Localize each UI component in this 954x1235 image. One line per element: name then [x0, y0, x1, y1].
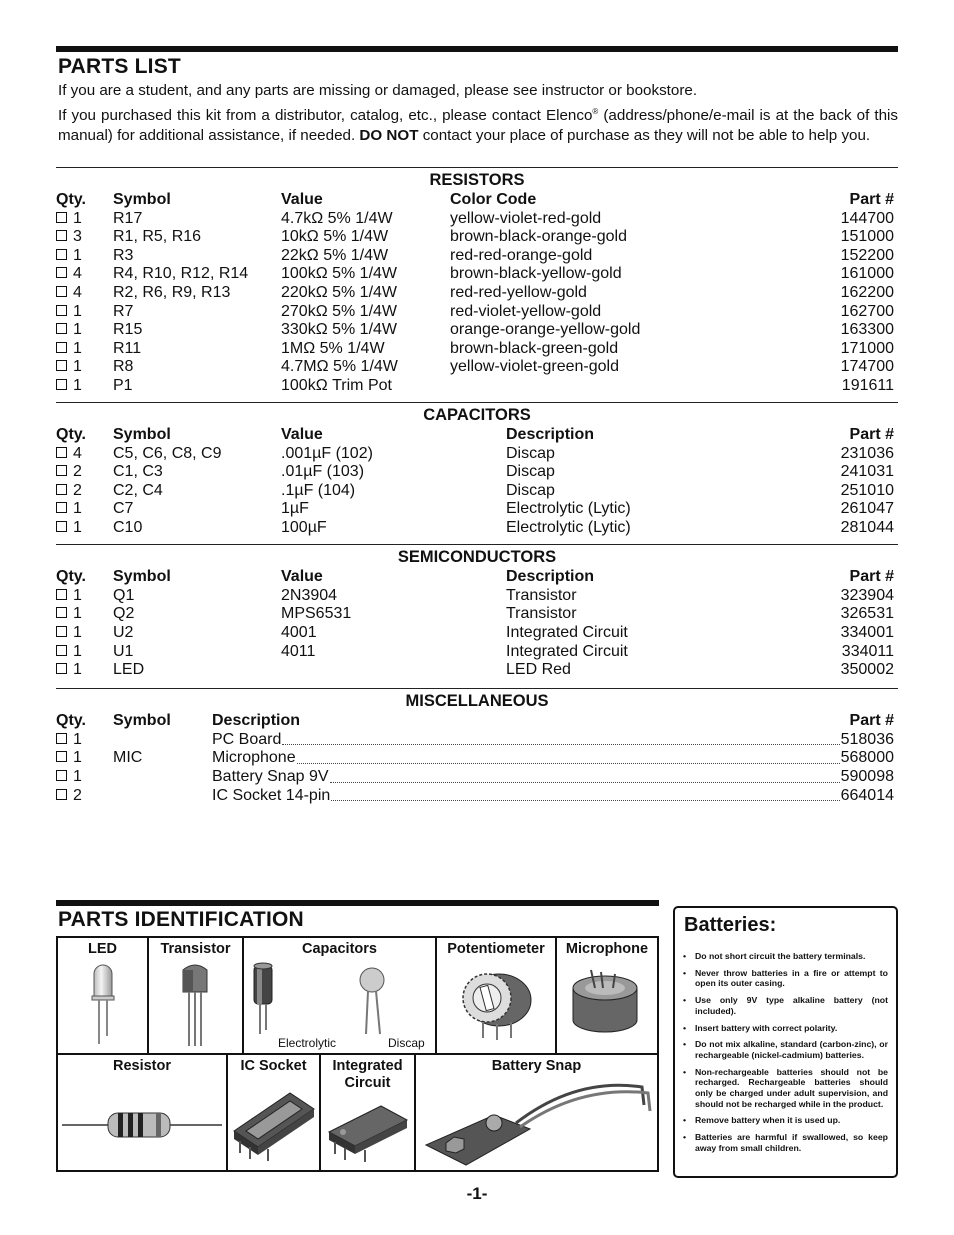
symbol-cell: P1 [113, 377, 133, 394]
qty-value: 1 [73, 321, 82, 339]
symbol-cell: R1, R5, R16 [113, 228, 202, 246]
qty-cell [56, 228, 113, 247]
symbol-cell: R15 [113, 321, 143, 339]
value-cell: 100µF [281, 519, 327, 537]
part-cell: 334011 [841, 642, 894, 660]
part-cell: 231036 [840, 444, 894, 462]
value-cell: 2N3904 [281, 586, 338, 604]
header-qty: Qty. [56, 568, 86, 586]
qty-value: 1 [73, 623, 82, 641]
dot-leader [282, 743, 839, 745]
desc-cell: LED Red [506, 661, 571, 679]
value-cell: 270kΩ 5% 1/4W [281, 302, 398, 320]
color-cell: orange-orange-yellow-gold [450, 321, 641, 339]
integrated-circuit-icon [321, 1092, 414, 1168]
ic-socket-icon [228, 1075, 319, 1167]
symbol-cell [113, 731, 212, 750]
qty-cell [56, 787, 113, 806]
section-rule [56, 402, 898, 404]
color-cell: brown-black-yellow-gold [450, 265, 622, 283]
desc-cell: Electrolytic (Lytic) [506, 500, 631, 518]
table-row [56, 643, 898, 662]
section-rule [56, 544, 898, 546]
value-cell: 100kΩ 5% 1/4W [281, 265, 398, 283]
table-row [56, 358, 898, 377]
table-row [56, 284, 898, 303]
description-part-cell [212, 787, 898, 806]
symbol-cell: R17 [113, 209, 143, 227]
value-cell: 4011 [281, 642, 316, 660]
parts-list-title: PARTS LIST [58, 55, 181, 78]
batteries-list [675, 951, 896, 1154]
part-cell: 326531 [840, 605, 894, 623]
table-row [56, 624, 898, 643]
qty-cell [56, 340, 113, 359]
ic-label-line-2: Circuit [344, 1075, 391, 1091]
ic-socket-label: IC Socket [240, 1058, 307, 1074]
microphone-cell [557, 938, 657, 1053]
checkbox-icon[interactable] [56, 267, 67, 278]
qty-cell [56, 445, 113, 464]
qty-value: 1 [73, 749, 82, 767]
intro-2c: contact your place of purchase as they will not be able to help you. [418, 127, 871, 145]
transistor-icon [149, 958, 242, 1050]
table-row [56, 482, 898, 501]
part-cell: 161000 [840, 265, 894, 283]
value-cell: 100kΩ Trim Pot [281, 377, 392, 394]
symbol-cell: C5, C6, C8, C9 [113, 444, 222, 462]
checkbox-icon[interactable] [56, 212, 67, 223]
value-cell: .01µF (103) [281, 463, 365, 481]
miscellaneous-title: MISCELLANEOUS [405, 692, 549, 711]
qty-value: 1 [73, 302, 82, 320]
desc-cell: Electrolytic (Lytic) [506, 519, 631, 537]
qty-cell [56, 643, 113, 662]
color-cell: red-red-yellow-gold [450, 284, 587, 302]
symbol-cell [113, 787, 212, 806]
table-row [56, 768, 898, 787]
list-item: • Remove battery when it is used up. [695, 1115, 888, 1126]
qty-value: 1 [73, 339, 82, 357]
checkbox-icon[interactable] [56, 379, 67, 390]
table-row [56, 247, 898, 266]
battery-snap-label: Battery Snap [491, 1058, 582, 1074]
color-cell: yellow-violet-green-gold [450, 358, 619, 376]
qty-cell [56, 661, 113, 680]
checkbox-icon[interactable] [56, 589, 67, 600]
integrated-circuit-label [321, 1058, 414, 1092]
desc-cell: Discap [506, 463, 555, 481]
color-cell: brown-black-orange-gold [450, 228, 627, 246]
table-header-row [56, 568, 898, 587]
intro-2b: (address/phone/e-mail is at the back of this manual) for additional assistance, if needed. [58, 106, 898, 145]
top-rule [56, 46, 898, 52]
table-header-row [56, 191, 898, 210]
checkbox-icon[interactable] [56, 305, 67, 316]
qty-value: 1 [73, 358, 82, 376]
table-row [56, 587, 898, 606]
qty-cell [56, 377, 113, 396]
symbol-cell: C2, C4 [113, 481, 163, 499]
table-row [56, 605, 898, 624]
header-value: Value [281, 568, 323, 586]
miscellaneous-table [56, 712, 898, 805]
qty-value: 4 [73, 265, 82, 283]
symbol-cell: R3 [113, 246, 134, 264]
symbol-cell: U2 [113, 623, 134, 641]
value-cell: 4.7kΩ 5% 1/4W [281, 209, 393, 227]
discap-label: Discap [388, 1036, 425, 1050]
header-description: Description [506, 426, 595, 444]
checkbox-icon[interactable] [56, 465, 67, 476]
value-cell [281, 661, 506, 680]
desc-cell: Transistor [506, 605, 577, 623]
symbol-cell: R8 [113, 358, 134, 376]
header-qty: Qty. [56, 426, 86, 444]
capacitors-section [56, 402, 898, 538]
qty-cell [56, 303, 113, 322]
part-cell: 334001 [840, 623, 894, 641]
part-cell: 162200 [840, 284, 894, 302]
microphone-label: Microphone [565, 941, 649, 957]
table-row [56, 445, 898, 464]
resistors-table [56, 191, 898, 396]
desc-cell: Discap [506, 481, 555, 499]
qty-cell [56, 624, 113, 643]
table-row [56, 661, 898, 680]
intro-line-1: If you are a student, and any parts are missing or damaged, please see instructor or bookstore. [58, 82, 698, 99]
dot-leader [330, 781, 840, 783]
semiconductors-section [56, 544, 898, 680]
led-cell [58, 938, 149, 1053]
part-cell: 162700 [840, 302, 894, 320]
ic-socket-cell [228, 1055, 321, 1170]
qty-value: 2 [73, 786, 82, 804]
part-cell: 171000 [840, 339, 894, 357]
header-value: Value [281, 426, 323, 444]
checkbox-icon[interactable] [56, 770, 67, 781]
description-text: PC Board [212, 730, 282, 748]
header-symbol: Symbol [113, 568, 171, 586]
qty-cell [56, 463, 113, 482]
part-cell: 152200 [840, 246, 894, 264]
table-row [56, 321, 898, 340]
table-row [56, 463, 898, 482]
checkbox-icon[interactable] [56, 663, 67, 674]
table-header-row [56, 426, 898, 445]
section-bar [56, 900, 659, 906]
value-cell: 10kΩ 5% 1/4W [281, 228, 389, 246]
symbol-cell: LED [113, 661, 145, 679]
header-part: Part # [849, 426, 894, 444]
qty-cell [56, 587, 113, 606]
symbol-cell: Q1 [113, 586, 135, 604]
value-cell: MPS6531 [281, 605, 352, 623]
qty-value: 1 [73, 500, 82, 518]
symbol-cell: U1 [113, 642, 134, 660]
page-number: -1- [466, 1184, 488, 1203]
parts-list-section [56, 46, 898, 805]
do-not-emphasis: DO NOT [359, 127, 419, 145]
value-cell: 1MΩ 5% 1/4W [281, 339, 385, 357]
transistor-label: Transistor [160, 941, 231, 957]
qty-value: 1 [73, 661, 82, 679]
qty-cell [56, 605, 113, 624]
description-part-cell [212, 768, 898, 787]
qty-value: 1 [73, 605, 82, 623]
description-text: Microphone [212, 749, 296, 767]
table-row [56, 731, 898, 750]
resistors-title: RESISTORS [429, 171, 525, 190]
checkbox-icon[interactable] [56, 323, 67, 334]
qty-cell [56, 210, 113, 229]
qty-cell [56, 500, 113, 519]
potentiometer-icon [437, 958, 555, 1050]
qty-cell [56, 284, 113, 303]
symbol-cell: R11 [113, 339, 142, 357]
checkbox-icon[interactable] [56, 484, 67, 495]
table-row [56, 377, 898, 396]
checkbox-icon[interactable] [56, 789, 67, 800]
checkbox-icon[interactable] [56, 626, 67, 637]
qty-value: 1 [73, 246, 82, 264]
description-text: IC Socket 14-pin [212, 786, 331, 804]
part-cell: 281044 [840, 519, 894, 537]
led-label: LED [88, 941, 117, 957]
value-cell: 220kΩ 5% 1/4W [281, 284, 398, 302]
battery-snap-icon [416, 1075, 655, 1167]
part-number: 568000 [840, 749, 894, 767]
part-number: 518036 [840, 730, 894, 748]
value-cell: 4.7MΩ 5% 1/4W [281, 358, 398, 376]
color-cell: brown-black-green-gold [450, 339, 619, 357]
batteries-box [673, 906, 898, 1178]
semiconductors-rows [56, 587, 898, 680]
intro-text [58, 81, 898, 147]
table-row [56, 519, 898, 538]
header-part: Part # [849, 568, 894, 586]
potentiometer-label: Potentiometer [447, 941, 545, 957]
part-cell: 163300 [840, 321, 894, 339]
qty-value: 1 [73, 586, 82, 604]
qty-value: 3 [73, 228, 82, 246]
value-cell: 22kΩ 5% 1/4W [281, 246, 389, 264]
qty-value: 1 [73, 519, 82, 537]
table-row [56, 210, 898, 229]
color-cell [450, 377, 750, 396]
header-description-part [212, 712, 898, 731]
dot-leader [331, 799, 839, 801]
header-symbol: Symbol [113, 712, 171, 730]
qty-value: 4 [73, 284, 82, 302]
list-item: • Do not mix alkaline, standard (carbon-zinc), or rechargeable (nickel-cadmium) batteries. [695, 1039, 888, 1060]
section-rule [56, 688, 898, 690]
value-cell: 330kΩ 5% 1/4W [281, 321, 398, 339]
table-header-row [56, 712, 898, 731]
list-item: • Batteries are harmful if swallowed, so keep away from small children. [695, 1132, 888, 1153]
checkbox-icon[interactable] [56, 249, 67, 260]
intro-2a: If you purchased this kit from a distributor, catalog, etc., please contact Elenco [58, 106, 593, 124]
qty-cell [56, 768, 113, 787]
symbol-cell: Q2 [113, 605, 135, 623]
header-value: Value [281, 191, 323, 209]
electrolytic-label: Electrolytic [278, 1036, 337, 1050]
symbol-cell: MIC [113, 749, 143, 767]
capacitors-rows [56, 445, 898, 538]
qty-cell [56, 731, 113, 750]
checkbox-icon[interactable] [56, 645, 67, 656]
table-row [56, 787, 898, 806]
table-row [56, 340, 898, 359]
list-item: • Insert battery with correct polarity. [695, 1023, 888, 1034]
header-part: Part # [849, 712, 894, 730]
checkbox-icon[interactable] [56, 502, 67, 513]
miscellaneous-section [56, 688, 898, 805]
part-cell: 261047 [840, 500, 894, 518]
part-number: 664014 [840, 786, 894, 804]
checkbox-icon[interactable] [56, 751, 67, 762]
checkbox-icon[interactable] [56, 286, 67, 297]
checkbox-icon[interactable] [56, 447, 67, 458]
section-rule [56, 167, 898, 169]
table-row [56, 749, 898, 768]
checkbox-icon[interactable] [56, 733, 67, 744]
value-cell: 1µF [281, 500, 309, 518]
resistor-label: Resistor [112, 1058, 172, 1074]
checkbox-icon[interactable] [56, 342, 67, 353]
qty-cell [56, 482, 113, 501]
list-item: • Never throw batteries in a fire or attempt to open its outer casing. [695, 968, 888, 989]
led-icon [58, 958, 147, 1050]
color-cell: red-violet-yellow-gold [450, 302, 602, 320]
qty-cell [56, 749, 113, 768]
header-symbol: Symbol [113, 426, 171, 444]
parts-identification-section [56, 900, 659, 1172]
transistor-cell [149, 938, 244, 1053]
checkbox-icon[interactable] [56, 360, 67, 371]
value-cell: .1µF (104) [281, 481, 356, 499]
qty-value: 1 [73, 642, 82, 660]
desc-cell: Transistor [506, 586, 577, 604]
part-number: 590098 [840, 768, 894, 785]
qty-value: 2 [73, 481, 82, 499]
table-row [56, 303, 898, 322]
header-symbol: Symbol [113, 191, 171, 209]
table-row [56, 265, 898, 284]
table-row [56, 500, 898, 519]
intro-line-2 [58, 102, 898, 147]
qty-value: 1 [73, 209, 82, 227]
symbol-cell: C10 [113, 519, 143, 537]
symbol-cell: R2, R6, R9, R13 [113, 284, 231, 302]
part-cell: 350002 [840, 661, 894, 679]
checkbox-icon[interactable] [56, 521, 67, 532]
header-description: Description [506, 568, 595, 586]
part-cell: 174700 [840, 358, 894, 376]
description-text: Battery Snap 9V [212, 768, 329, 785]
header-qty: Qty. [56, 712, 86, 730]
semiconductors-table [56, 568, 898, 680]
qty-cell [56, 358, 113, 377]
qty-value: 4 [73, 444, 82, 462]
qty-cell [56, 321, 113, 340]
part-cell: 191611 [841, 377, 894, 394]
capacitors-cell [244, 938, 437, 1053]
description-part-cell [212, 731, 898, 750]
dot-leader [297, 762, 840, 764]
capacitors-label: Capacitors [302, 941, 377, 957]
ic-label-line-1: Integrated [332, 1058, 403, 1074]
part-cell: 144700 [840, 209, 894, 227]
potentiometer-cell [437, 938, 557, 1053]
value-cell: 4001 [281, 623, 317, 641]
resistors-rows [56, 210, 898, 396]
parts-identification-title: PARTS IDENTIFICATION [58, 908, 304, 931]
part-cell: 251010 [840, 481, 894, 499]
integrated-circuit-cell [321, 1055, 416, 1170]
list-item: • Non-rechargeable batteries should not be recharged. Rechargeable batteries should only be charged under adult supervision, and should not be recharged while in the product. [695, 1067, 888, 1110]
resistors-section [56, 167, 898, 396]
resistor-icon [58, 1075, 226, 1167]
table-row [56, 228, 898, 247]
checkbox-icon[interactable] [56, 607, 67, 618]
parts-identification-grid [56, 936, 659, 1172]
part-cell: 241031 [840, 463, 894, 481]
color-cell: red-red-orange-gold [450, 246, 593, 264]
header-description: Description [212, 712, 301, 730]
color-cell: yellow-violet-red-gold [450, 209, 602, 227]
symbol-cell: C1, C3 [113, 463, 163, 481]
semiconductors-title: SEMICONDUCTORS [397, 548, 557, 567]
batteries-title: Batteries: [684, 914, 777, 936]
description-part-cell [212, 749, 898, 768]
desc-cell: Integrated Circuit [506, 642, 628, 660]
header-part: Part # [849, 191, 894, 209]
microphone-icon [557, 958, 655, 1050]
header-qty: Qty. [56, 191, 86, 209]
registered-mark: ® [592, 106, 599, 116]
qty-cell [56, 265, 113, 284]
qty-value: 1 [73, 768, 82, 785]
qty-value: 1 [73, 730, 82, 748]
capacitors-table [56, 426, 898, 538]
list-item: • Use only 9V type alkaline battery (not included). [695, 995, 888, 1016]
qty-value: 1 [73, 377, 82, 394]
header-color-code: Color Code [450, 191, 537, 209]
desc-cell: Integrated Circuit [506, 623, 628, 641]
qty-cell [56, 519, 113, 538]
battery-snap-cell [416, 1055, 657, 1170]
list-item: • Do not short circuit the battery terminals. [695, 951, 888, 962]
desc-cell: Discap [506, 444, 555, 462]
value-cell: .001µF (102) [281, 444, 373, 462]
symbol-cell: R7 [113, 302, 134, 320]
symbol-cell: C7 [113, 500, 134, 518]
symbol-cell: R4, R10, R12, R14 [113, 265, 249, 283]
checkbox-icon[interactable] [56, 230, 67, 241]
part-cell: 151000 [840, 228, 894, 246]
resistor-cell [58, 1055, 228, 1170]
capacitors-title: CAPACITORS [423, 406, 531, 425]
symbol-cell [113, 768, 212, 787]
part-cell: 323904 [840, 586, 894, 604]
qty-cell [56, 247, 113, 266]
qty-value: 2 [73, 463, 82, 481]
miscellaneous-rows [56, 731, 898, 805]
